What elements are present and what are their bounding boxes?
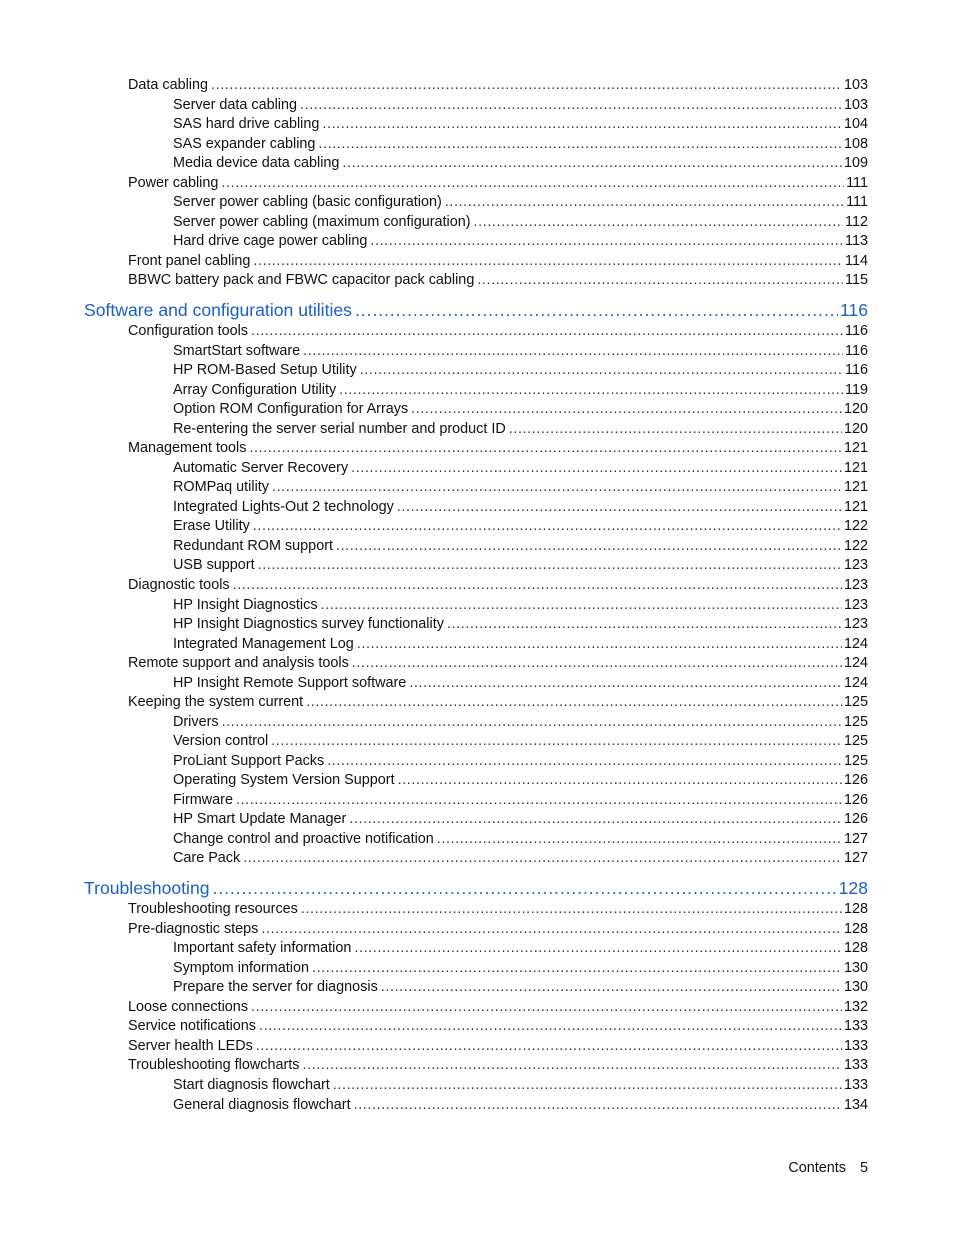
dot-leader — [222, 713, 842, 731]
toc-entry-title: Media device data cabling — [173, 155, 340, 172]
dot-leader — [233, 576, 842, 594]
toc-entry-page: 132 — [843, 998, 868, 1015]
toc-entry[interactable] — [128, 76, 868, 94]
toc-entry-title: Front panel cabling — [128, 252, 251, 269]
toc-entry[interactable] — [173, 478, 868, 496]
dot-leader — [251, 322, 843, 340]
toc-entry-page: 109 — [843, 155, 868, 172]
toc-entry-page: 111 — [846, 174, 868, 191]
toc-entry-title: Data cabling — [128, 77, 208, 93]
dot-leader — [336, 537, 842, 555]
toc-chapter-entry[interactable] — [84, 877, 868, 899]
toc-entry-title: Important safety information — [173, 940, 352, 957]
toc-entry-title: Change control and proactive notification — [173, 830, 434, 847]
toc-entry-page: 116 — [845, 362, 868, 379]
toc-entry-page: 130 — [843, 959, 868, 976]
toc-entry-page: 133 — [843, 1018, 868, 1035]
toc-entry-title: SAS hard drive cabling — [173, 116, 320, 133]
toc-entry-page: 116 — [839, 299, 868, 320]
dot-leader — [302, 1056, 842, 1074]
toc-entry-page: 123 — [843, 577, 868, 593]
toc-entry[interactable] — [173, 517, 868, 535]
toc-entry-page: 119 — [845, 381, 868, 398]
dot-leader — [321, 596, 842, 614]
toc-entry[interactable] — [173, 193, 868, 211]
toc-entry[interactable] — [173, 361, 868, 379]
toc-entry-page: 112 — [845, 213, 868, 230]
toc-entry-title: HP Insight Diagnostics — [173, 596, 318, 613]
dot-leader — [397, 498, 842, 516]
toc-entry-title: Drivers — [173, 713, 219, 730]
toc-entry-title: Service notifications — [128, 1018, 256, 1035]
dot-leader — [259, 1017, 842, 1035]
toc-entry-title: Software and configuration utilities — [84, 299, 352, 320]
toc-entry[interactable] — [128, 1037, 868, 1055]
dot-leader — [253, 517, 842, 535]
toc-entry[interactable] — [173, 674, 868, 692]
toc-entry-title: Firmware — [173, 791, 233, 808]
toc-entry[interactable] — [173, 459, 868, 477]
toc-entry[interactable] — [173, 342, 868, 360]
toc-entry[interactable] — [173, 615, 868, 633]
dot-leader — [333, 1076, 842, 1094]
toc-entry-page: 128 — [843, 901, 868, 918]
toc-entry[interactable] — [128, 322, 868, 340]
dot-leader — [355, 299, 838, 321]
toc-entry-page: 126 — [843, 811, 868, 828]
toc-entry[interactable] — [173, 96, 868, 114]
dot-leader — [272, 478, 842, 496]
footer-page-number: 5 — [859, 1160, 868, 1176]
dot-leader — [447, 615, 842, 633]
toc-entry[interactable] — [173, 959, 868, 977]
dot-leader — [243, 849, 842, 867]
dot-leader — [261, 920, 842, 938]
dot-leader — [445, 193, 844, 211]
toc-entry[interactable] — [173, 732, 868, 750]
dot-leader — [318, 135, 842, 153]
toc-entry-title: Integrated Lights-Out 2 technology — [173, 498, 394, 515]
toc-entry-page: 133 — [843, 1037, 868, 1054]
dot-leader — [303, 342, 843, 360]
toc-entry[interactable] — [128, 1056, 868, 1074]
toc-entry[interactable] — [173, 556, 868, 574]
toc-entry-page: 128 — [838, 877, 868, 898]
dot-leader — [354, 939, 842, 957]
toc-entry-page: 121 — [843, 440, 868, 457]
toc-entry-title: Troubleshooting resources — [128, 901, 298, 918]
dot-leader — [398, 771, 842, 789]
toc-entry-title: Hard drive cage power cabling — [173, 233, 368, 250]
toc-entry[interactable] — [128, 576, 868, 594]
dot-leader — [411, 400, 842, 418]
dot-leader — [251, 998, 842, 1016]
toc-entry-page: 128 — [843, 940, 868, 957]
toc-entry-page: 120 — [843, 420, 868, 437]
dot-leader — [351, 459, 842, 477]
toc-entry-page: 124 — [843, 674, 868, 691]
toc-entry[interactable] — [173, 849, 868, 867]
toc-entry-page: 122 — [843, 537, 868, 554]
toc-entry[interactable] — [128, 920, 868, 938]
dot-leader — [370, 232, 843, 250]
toc-entry-page: 125 — [843, 713, 868, 730]
toc-entry[interactable] — [173, 420, 868, 438]
toc-entry[interactable] — [128, 900, 868, 918]
toc-entry-title: Server health LEDs — [128, 1037, 253, 1054]
toc-entry-page: 114 — [845, 252, 868, 269]
toc-entry-title: ProLiant Support Packs — [173, 752, 325, 769]
toc-entry-title: ROMPaq utility — [173, 479, 269, 496]
toc-entry[interactable] — [173, 978, 868, 996]
dot-leader — [236, 791, 842, 809]
toc-entry[interactable] — [173, 498, 868, 516]
toc-entry[interactable] — [173, 154, 868, 172]
toc-entry-page: 126 — [843, 791, 868, 808]
toc-entry[interactable] — [128, 654, 868, 672]
toc-entry[interactable] — [128, 271, 868, 289]
toc-entry-page: 115 — [845, 272, 868, 289]
toc-entry-title: Management tools — [128, 440, 247, 457]
toc-entry-title: Server power cabling (maximum configuration) — [173, 213, 471, 230]
toc-entry-title: Re-entering the server serial number and product ID — [173, 420, 506, 437]
toc-entry[interactable] — [173, 939, 868, 957]
toc-entry-page: 126 — [843, 772, 868, 789]
toc-entry-title: General diagnosis flowchart — [173, 1096, 351, 1113]
toc-entry-page: 125 — [843, 733, 868, 750]
toc-entry-title: Integrated Management Log — [173, 635, 354, 652]
dot-leader — [306, 693, 842, 711]
toc-chapter-entry[interactable] — [84, 299, 868, 321]
toc-entry-page: 123 — [843, 596, 868, 613]
toc-entry[interactable] — [173, 213, 868, 231]
toc-entry-title: USB support — [173, 557, 255, 574]
dot-leader — [301, 900, 842, 918]
toc-entry-title: HP Insight Diagnostics survey functionality — [173, 616, 444, 633]
toc-entry-title: Array Configuration Utility — [173, 381, 337, 398]
dot-leader — [357, 635, 842, 653]
toc-entry[interactable] — [128, 693, 868, 711]
toc-entry-title: Server power cabling (basic configuration) — [173, 194, 442, 211]
dot-leader — [256, 1037, 842, 1055]
toc-entry-page: 113 — [845, 233, 868, 250]
dot-leader — [360, 361, 843, 379]
dot-leader — [409, 674, 842, 692]
dot-leader — [437, 830, 842, 848]
toc-entry[interactable] — [173, 1096, 868, 1114]
toc-entry[interactable] — [173, 752, 868, 770]
toc-entry-title: HP ROM-Based Setup Utility — [173, 362, 357, 379]
toc-entry-title: Loose connections — [128, 998, 249, 1015]
toc-entry-title: Power cabling — [128, 174, 219, 191]
toc-entry-page: 116 — [845, 342, 868, 359]
toc-entry-title: Erase Utility — [173, 518, 250, 535]
toc-entry[interactable] — [173, 381, 868, 399]
dot-leader — [354, 1096, 842, 1114]
dot-leader — [327, 752, 842, 770]
toc-entry-page: 123 — [843, 557, 868, 574]
toc-entry-title: Care Pack — [173, 850, 241, 867]
toc-entry-title: Diagnostic tools — [128, 577, 230, 593]
toc-entry[interactable] — [128, 174, 868, 192]
dot-leader — [477, 271, 843, 289]
toc-entry[interactable] — [173, 115, 868, 133]
toc-entry-page: 121 — [843, 479, 868, 496]
toc-entry-title: Server data cabling — [173, 96, 297, 113]
toc-entry[interactable] — [128, 998, 868, 1016]
dot-leader — [211, 76, 842, 94]
dot-leader — [342, 154, 842, 172]
toc-entry-page: 124 — [843, 655, 868, 672]
toc-entry-title: Redundant ROM support — [173, 537, 333, 554]
toc-entry[interactable] — [173, 771, 868, 789]
toc-entry-page: 116 — [845, 323, 868, 340]
toc-entry-page: 122 — [843, 518, 868, 535]
toc-entry-title: Automatic Server Recovery — [173, 459, 349, 476]
toc-entry-title: Troubleshooting — [84, 877, 210, 898]
toc-entry-page: 103 — [843, 77, 868, 93]
dot-leader — [213, 877, 837, 899]
toc-entry[interactable] — [173, 830, 868, 848]
toc-entry-title: SmartStart software — [173, 342, 301, 359]
toc-entry[interactable] — [128, 1017, 868, 1035]
toc-entry-page: 133 — [843, 1077, 868, 1093]
toc-entry-title: BBWC battery pack and FBWC capacitor pack cabling — [128, 272, 475, 289]
toc-entry-page: 108 — [843, 135, 868, 152]
dot-leader — [253, 252, 843, 270]
toc-entry-page: 120 — [843, 401, 868, 418]
toc-entry[interactable] — [173, 810, 868, 828]
toc-entry-page: 121 — [843, 498, 868, 515]
dot-leader — [381, 978, 842, 996]
toc-entry[interactable] — [128, 439, 868, 457]
toc-entry-page: 121 — [843, 459, 868, 476]
toc-entry-title: SAS expander cabling — [173, 135, 316, 152]
dot-leader — [322, 115, 842, 133]
toc-entry-page: 124 — [843, 635, 868, 652]
toc-entry-page: 130 — [843, 979, 868, 996]
toc-entry[interactable] — [173, 400, 868, 418]
toc-entry-title: Pre-diagnostic steps — [128, 920, 259, 937]
dot-leader — [352, 654, 842, 672]
dot-leader — [339, 381, 843, 399]
toc-entry[interactable] — [173, 791, 868, 809]
toc-entry-title: HP Insight Remote Support software — [173, 674, 407, 691]
dot-leader — [221, 174, 844, 192]
dot-leader — [249, 439, 842, 457]
toc-entry-page: 128 — [843, 920, 868, 937]
toc-entry-title: Prepare the server for diagnosis — [173, 979, 378, 996]
toc-entry[interactable] — [173, 1076, 868, 1094]
toc-entry-title: Configuration tools — [128, 323, 248, 340]
footer-section-label: Contents — [788, 1160, 846, 1176]
toc-entry[interactable] — [173, 635, 868, 653]
toc-entry-page: 103 — [843, 96, 868, 113]
page-footer — [788, 1159, 868, 1177]
toc-entry-title: Remote support and analysis tools — [128, 655, 349, 672]
toc-entry-page: 133 — [843, 1057, 868, 1074]
toc-entry-title: Version control — [173, 733, 269, 750]
toc-entry-title: Keeping the system current — [128, 694, 304, 711]
toc-entry-page: 127 — [843, 850, 868, 867]
toc-entry-title: HP Smart Update Manager — [173, 811, 347, 828]
dot-leader — [509, 420, 842, 438]
toc-entry-page: 125 — [843, 694, 868, 711]
toc-entry[interactable] — [128, 252, 868, 270]
toc-entry-page: 125 — [843, 752, 868, 769]
dot-leader — [271, 732, 842, 750]
dot-leader — [258, 556, 842, 574]
toc-entry-title: Operating System Version Support — [173, 772, 395, 789]
toc-entry-page: 134 — [843, 1096, 868, 1113]
dot-leader — [349, 810, 842, 828]
dot-leader — [312, 959, 842, 977]
dot-leader — [300, 96, 842, 114]
toc-entry-page: 127 — [843, 830, 868, 847]
toc-entry[interactable] — [173, 135, 868, 153]
toc-entry[interactable] — [173, 232, 868, 250]
toc-entry-title: Option ROM Configuration for Arrays — [173, 401, 409, 418]
toc-entry-page: 104 — [843, 116, 868, 133]
toc-entry-page: 111 — [846, 194, 868, 211]
toc-entry[interactable] — [173, 537, 868, 555]
toc-entry-page: 123 — [843, 616, 868, 633]
toc-entry-title: Troubleshooting flowcharts — [128, 1057, 300, 1074]
toc-entry[interactable] — [173, 596, 868, 614]
toc-entry-title: Symptom information — [173, 959, 309, 976]
toc-entry[interactable] — [173, 713, 868, 731]
dot-leader — [474, 213, 844, 231]
toc-entry-title: Start diagnosis flowchart — [173, 1077, 330, 1093]
